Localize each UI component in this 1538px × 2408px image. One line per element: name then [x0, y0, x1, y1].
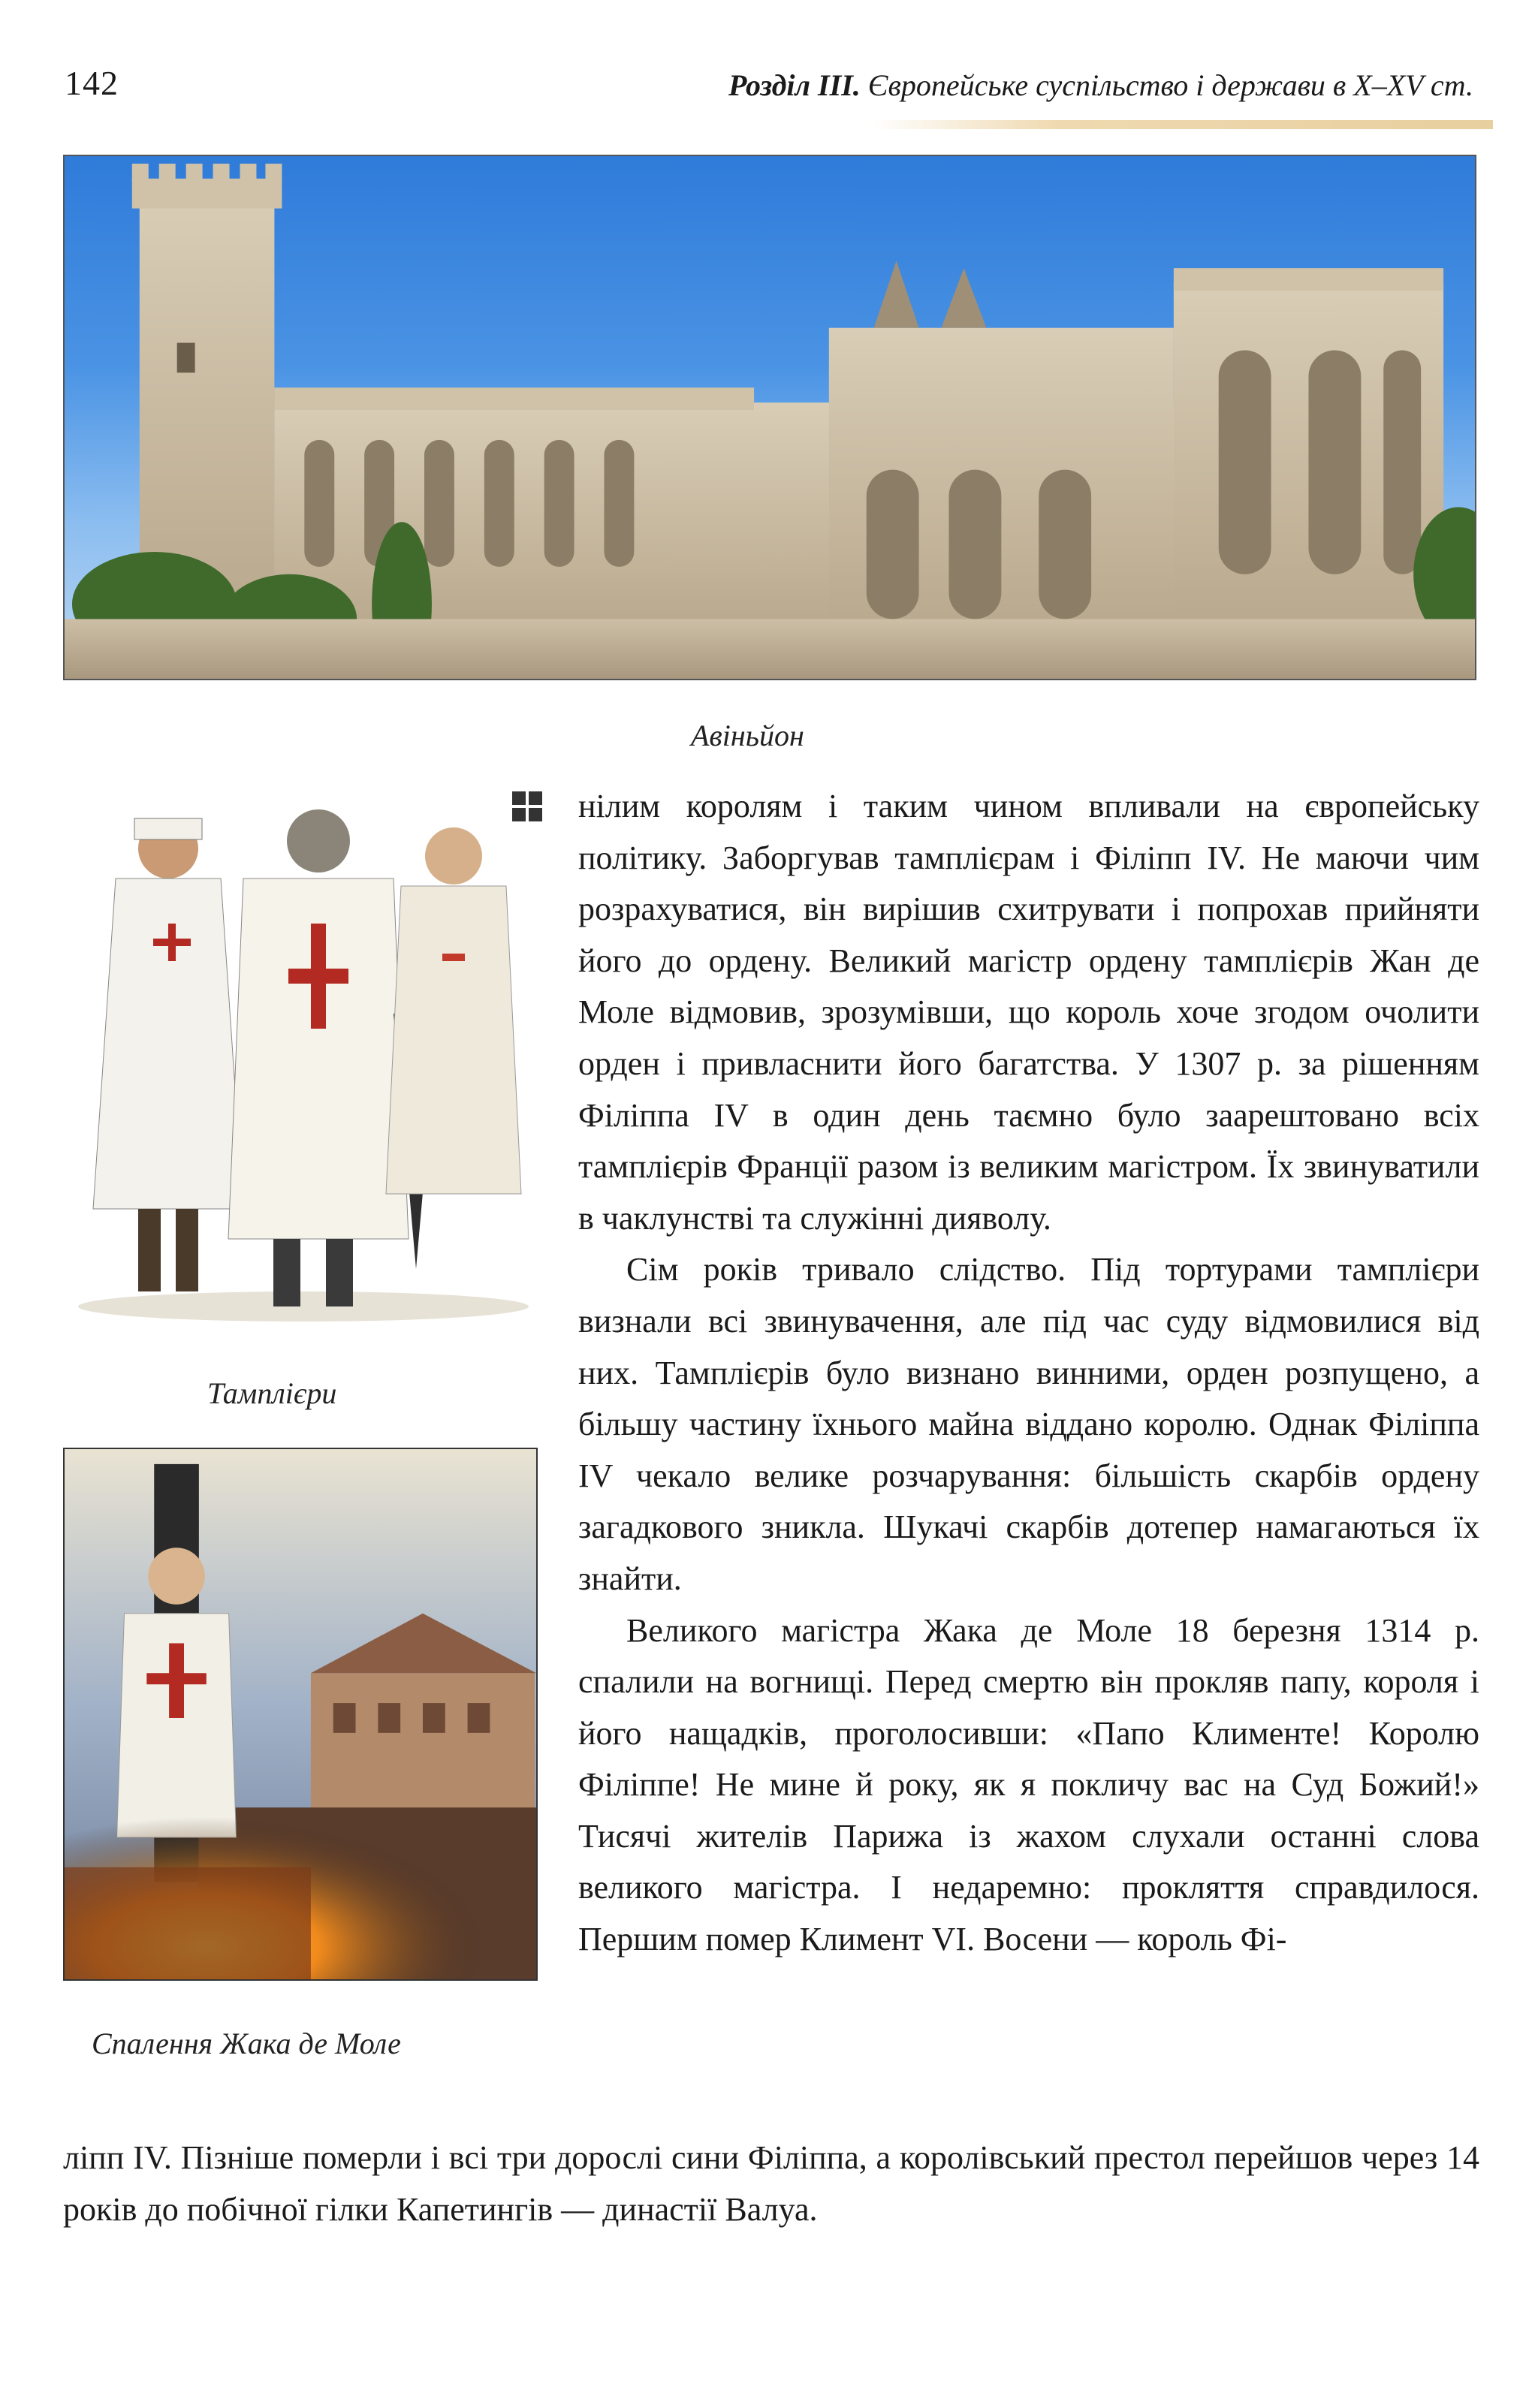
running-header [728, 68, 1473, 103]
avignon-photo [63, 155, 1476, 680]
page-number: 142 [65, 64, 119, 102]
section-label: Розділ III. [728, 68, 861, 102]
section-title: Європейське суспільство і держави в X–XV ст. [867, 68, 1473, 102]
burning-illustration [63, 1448, 538, 1981]
avignon-caption: Авіньйон [691, 719, 804, 752]
paragraph-3: Великого магістра Жака де Моле 18 березня 1314 р. спалили на вогнищі. Перед смертю він прокляв папу, короля і його нащадків, проголосивши: «Папо Клименте! Королю Філіппе! Не мине й року, як я покличу вас на Суд Божий!» Тисячі жителів Парижа із жахом слухали останні слова великого магістра. І недаремно: прокляття справдилося. Першим помер Климент VI. Восени — король Фі- [578, 1611, 1479, 1958]
paragraph-2: Сім років тривало слідство. Під тортурами тамплієри визнали всі звинувачення, але під час суду відмовилися від них. Тамплієрів було визнано винними, орден розпущено, а більшу частину їхнього майна віддано королю. Однак Філіппа IV чекало велике розчарування: більшість скарбів ордену загадкового зникла. Шукачі скарбів дотепер намагаються їх знайти. [578, 1251, 1479, 1597]
paragraph-1: нілим королям і таким чином впливали на європейську політику. Заборгував тамплієрам і Філіпп IV. Не маючи чим розрахуватися, він вирішив схитрувати і попрохав прийняти його до ордену. Великий магістр ордену тамплієрів Жан де Моле відмовив, зрозумівши, що король хоче згодом очолити орден і привласнити його багатства. У 1307 р. за рішенням Філіппа IV в один день таємно було заарештовано всіх тамплієрів Франції разом із великим магістром. Їх звинуватили в чаклунстві та служінні дияволу. [578, 788, 1479, 1237]
templars-illustration [63, 788, 544, 1329]
paragraph-3-continuation: ліпп IV. Пізніше померли і всі три дорослі сини Філіппа, а королівський престол перейшов через 14 років до побічної гілки Капетингів — династії Валуа. [63, 2139, 1479, 2228]
body-text-column [578, 781, 1479, 1966]
templars-caption: Тамплієри [207, 1376, 337, 1410]
burning-caption: Спалення Жака де Моле [92, 2027, 401, 2060]
body-text-full [63, 2132, 1479, 2235]
header-rule [871, 120, 1493, 129]
